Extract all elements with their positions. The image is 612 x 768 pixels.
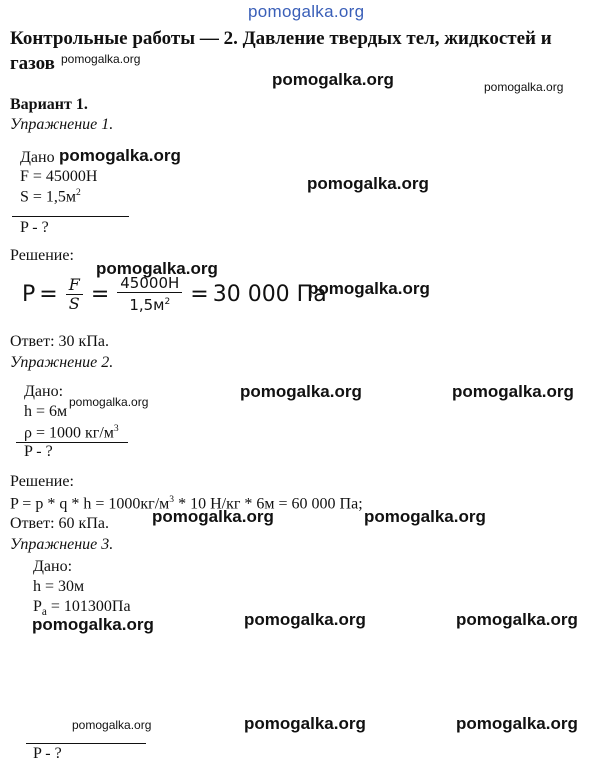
exercise-1-given-force: F = 45000Н [20,168,98,185]
formula-lhs: P [22,281,36,307]
watermark: pomogalka.org [456,714,578,733]
watermark: pomogalka.org [244,714,366,733]
exercise-1-given-label: Дано [20,149,55,166]
page-title [10,26,552,76]
exercise-2-solution-label: Решение: [10,473,74,490]
site-header-link[interactable]: pomogalka.org [248,2,365,21]
watermark: pomogalka.org [452,382,574,401]
watermark: pomogalka.org [32,615,154,634]
exercise-1-answer: Ответ: 30 кПа. [10,333,109,350]
formula-equals-3: = [190,281,209,307]
watermark: pomogalka.org [96,259,218,278]
exercise-3-given-height: h = 30м [33,578,85,595]
exercise-1-pressure-formula [22,274,327,314]
formula-equals-2: = [90,281,110,307]
exercise-2-given-density: ρ = 1000 $кг/м^3$ [24,423,119,442]
page-title-line-2: газов [10,53,55,74]
exercise-2-answer: Ответ: 60 кПа. [10,515,109,532]
watermark: pomogalka.org [456,610,578,629]
variant-heading: Вариант 1. [10,96,88,113]
formula-equals-1: = [39,281,58,307]
exercise-1-given-divider [12,216,129,217]
watermark: pomogalka.org [152,507,274,526]
exercise-1-given-area: $S = 1,5м^2$ [20,187,81,206]
exercise-3-given-divider [26,743,146,744]
watermark: pomogalka.org [69,395,149,409]
exercise-2-given-height: h = 6м [24,403,68,420]
watermark: pomogalka.org [308,279,430,298]
watermark: pomogalka.org [72,718,152,732]
exercise-2-heading: Упражнение 2. [10,354,114,371]
formula-fraction-numeric-denominator: $1,5м^2$ [129,296,171,314]
exercise-3-find: P - ? [33,745,62,762]
exercise-3-heading: Упражнение 3. [10,536,114,553]
watermark: pomogalka.org [484,80,564,94]
watermark: pomogalka.org [59,146,181,165]
formula-result: 30 000 Па [212,281,327,307]
watermark: pomogalka.org [272,70,394,89]
watermark: pomogalka.org [61,52,141,66]
watermark: pomogalka.org [240,382,362,401]
formula-fraction-numeric [117,274,182,314]
watermark: pomogalka.org [307,174,429,193]
exercise-2-solution: $P = p * q * h = 1000кг/м^3 * 10$ Н/кг * 6м = 60 000 Па; [10,494,363,513]
formula-fraction-symbolic-numerator: F [66,276,83,295]
exercise-1-find: P - ? [20,219,49,236]
exercise-1-solution-label: Решение: [10,247,74,264]
exercise-1-heading: Упражнение 1. [10,116,114,133]
watermark: pomogalka.org [244,610,366,629]
exercise-2-find: P - ? [24,443,53,460]
watermark: pomogalka.org [364,507,486,526]
exercise-2-given-label: Дано: [24,383,64,400]
formula-fraction-symbolic-denominator: S [68,293,80,313]
exercise-3-given-label: Дано: [33,558,73,575]
formula-fraction-numeric-numerator: 45000Н [117,274,182,293]
page-title-line-1: Контрольные работы — 2. Давление твердых тел, жидкостей и [10,28,552,49]
formula-fraction-symbolic [66,276,83,313]
exercise-3-given-atm-pressure: $P_а = 101300Па$ [33,598,131,619]
